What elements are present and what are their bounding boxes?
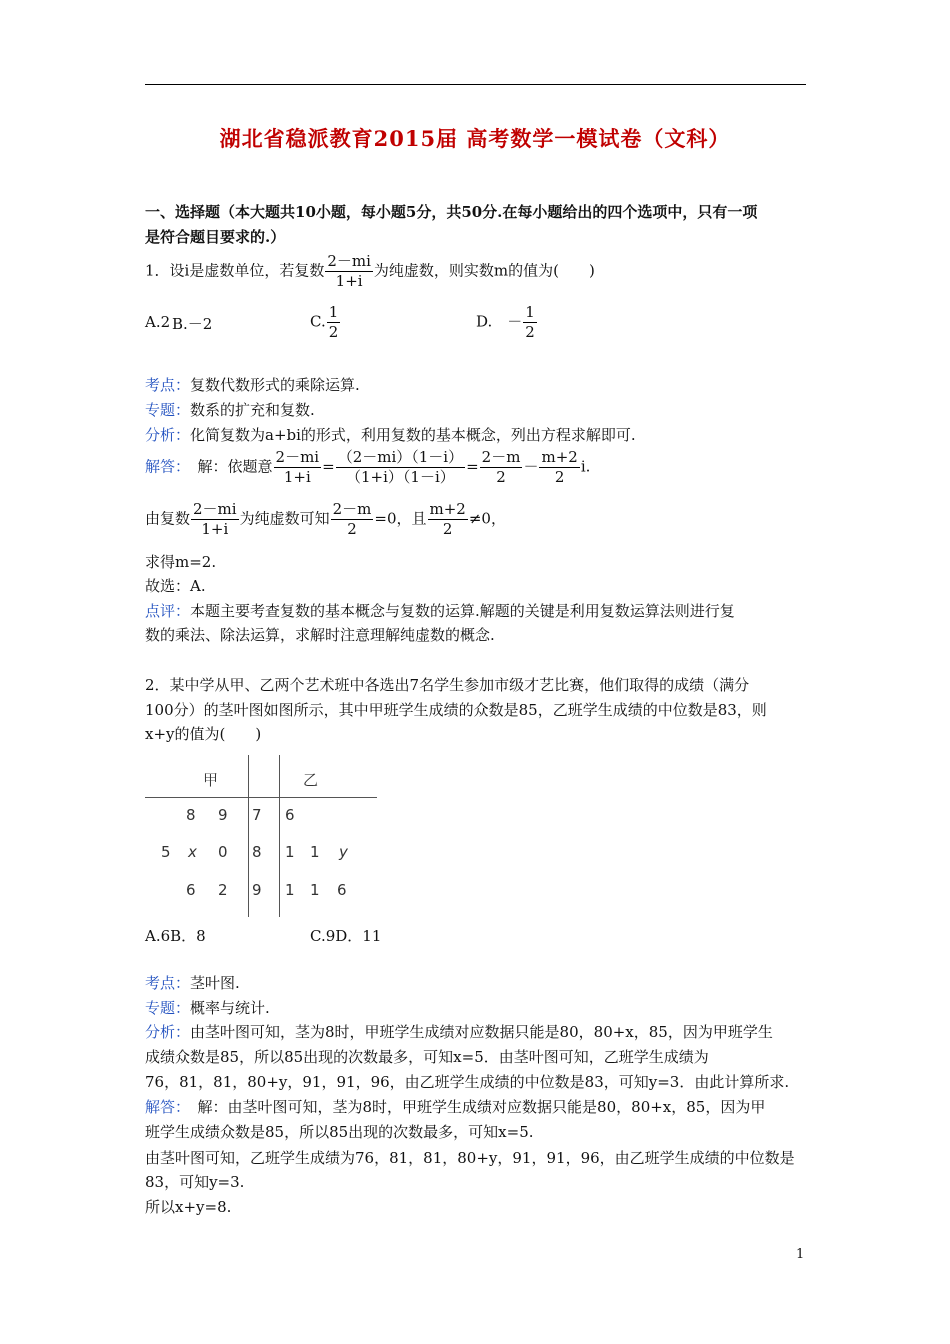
leaf-right: 1: [285, 881, 295, 899]
q1-stem-post: 为纯虚数，则实数m的值为( ): [373, 261, 595, 280]
frac-den: 2: [328, 323, 339, 341]
fraction: [274, 448, 322, 487]
leaf-left: 6: [186, 881, 196, 899]
label: 点评：: [145, 602, 191, 620]
q2-jieda: [145, 1096, 765, 1118]
q1-stem: [145, 252, 595, 291]
q1-kaodian: [145, 374, 360, 396]
q1-stem-fraction: [325, 252, 373, 291]
frac-num: m+2: [541, 448, 578, 466]
value: 茎叶图.: [190, 974, 240, 992]
stem-value: 8: [252, 843, 262, 861]
q2-kaodian: [145, 972, 240, 994]
text: i.: [580, 457, 591, 476]
frac-num: 2－mi: [193, 500, 237, 518]
value: 复数代数形式的乘除运算.: [190, 376, 360, 394]
label: 专题：: [145, 999, 191, 1017]
leaf-right: 1: [285, 843, 295, 861]
q2-options-cd: C.9D．11: [310, 927, 382, 945]
q1-solution-line4: 故选：A.: [145, 577, 206, 595]
q2-jieda-line5: 所以x+y=8.: [145, 1198, 232, 1216]
frac-num: 2－m: [332, 500, 372, 518]
fraction: [539, 448, 579, 487]
label: 考点：: [145, 376, 191, 394]
q1-fenxi: [145, 424, 636, 446]
stem-leaf-plot: [145, 755, 377, 917]
q1-option-b: B.－2: [172, 315, 213, 333]
q1-zhuanti: [145, 399, 315, 421]
frac-num: 1: [328, 303, 339, 321]
q2-jieda-line2: 班学生成绩众数是85，所以85出现的次数最多，可知x=5.: [145, 1123, 534, 1141]
fraction: [428, 500, 468, 539]
frac-den: （1+i）（1－i）: [346, 468, 455, 486]
section-heading-line1: 一、选择题（本大题共10小题，每小题5分，共50分.在每小题给出的四个选项中，只有一项: [145, 203, 758, 221]
label: 解答：: [145, 1098, 183, 1116]
minus: －: [523, 457, 539, 476]
q2-fenxi-line2: 成绩众数是85，所以85出现的次数最多，可知x=5．由茎叶图可知，乙班学生成绩为: [145, 1048, 709, 1066]
q2-jieda-line3: 由茎叶图可知，乙班学生成绩为76，81，81，80+y，91，91，96，由乙班学生成绩的中位数是: [145, 1149, 795, 1167]
text: 为纯虚数可知: [239, 509, 330, 528]
text: 由复数: [145, 509, 191, 528]
q2-stem-line2: 100分）的茎叶图如图所示，其中甲班学生成绩的众数是85，乙班学生成绩的中位数是83，则: [145, 701, 767, 719]
q1-option-a: A.2: [145, 313, 171, 331]
stemleaf-v-divider-left: [248, 755, 249, 917]
q2-fenxi: [145, 1021, 773, 1043]
stem-value: 9: [252, 881, 262, 899]
q2-zhuanti: [145, 997, 270, 1019]
stem-value: 7: [252, 806, 262, 824]
frac-num: （2－mi）（1－i）: [337, 448, 464, 466]
leaf-left: 9: [218, 806, 228, 824]
q2-jieda-line4: 83，可知y=3.: [145, 1173, 245, 1191]
frac-den: 2: [496, 468, 506, 486]
frac-num: m+2: [429, 500, 466, 518]
q2-stem-line3: x+y的值为( ): [145, 725, 262, 743]
fraction: [331, 500, 374, 539]
value: 概率与统计.: [190, 999, 270, 1017]
frac-num: 2－mi: [327, 252, 371, 270]
text: ≠0，: [468, 509, 506, 528]
label: 分析：: [145, 426, 191, 444]
q1-solution-line2: [145, 500, 506, 539]
label: 考点：: [145, 974, 191, 992]
equals: =: [466, 457, 479, 476]
value: 本题主要考查复数的基本概念与复数的运算.解题的关键是利用复数运算法则进行复: [190, 602, 735, 620]
stemleaf-v-divider-right: [279, 755, 280, 917]
frac-den: 2: [442, 520, 453, 538]
value: 由茎叶图可知，茎为8时，甲班学生成绩对应数据只能是80，80+x，85，因为甲班学生: [190, 1023, 773, 1041]
leaf-left: 8: [186, 806, 196, 824]
frac-num: 2－m: [481, 448, 521, 466]
option-label: C.: [310, 312, 326, 331]
text: =0，且: [374, 509, 427, 528]
frac-den: 1+i: [283, 468, 311, 486]
leaf-left: 2: [218, 881, 228, 899]
q1-dianping-line2: 数的乘法、除法运算，求解时注意理解纯虚数的概念.: [145, 626, 495, 644]
frac-num: 2－mi: [275, 448, 320, 466]
leaf-left: x: [188, 843, 197, 861]
q1-solution-line3: 求得m=2.: [145, 553, 217, 571]
frac-den: 2: [525, 323, 535, 341]
q1-jieda: [145, 448, 590, 487]
leaf-right: 1: [310, 843, 320, 861]
header-rule: [145, 84, 806, 85]
q1-dianping: [145, 600, 735, 622]
fraction: [480, 448, 523, 487]
frac-den: 1+i: [335, 272, 363, 290]
stemleaf-h-divider: [145, 797, 377, 798]
q2-fenxi-line3: 76，81，81，80+y，91，91，96，由乙班学生成绩的中位数是83，可知y=3．由此计算所求.: [145, 1073, 790, 1091]
option-fraction: [327, 303, 341, 342]
q1-option-c: [310, 303, 341, 342]
q2-options-ab: A.6B．8: [145, 927, 206, 945]
value: 数系的扩充和复数.: [190, 401, 315, 419]
option-label: D. －: [476, 312, 523, 331]
frac-den: 2: [554, 468, 565, 486]
text: 解：依题意: [182, 457, 273, 476]
frac-den: 1+i: [201, 520, 229, 538]
leaf-right: 6: [337, 881, 347, 899]
option-fraction: [523, 303, 537, 342]
equals: =: [322, 457, 335, 476]
frac-num: 1: [525, 303, 535, 321]
leaf-right: 6: [285, 806, 295, 824]
label: 专题：: [145, 401, 191, 419]
q1-option-d: [476, 303, 538, 342]
leaf-left: 0: [218, 843, 228, 861]
frac-den: 2: [347, 520, 357, 538]
value: 化简复数为a+bi的形式，利用复数的基本概念，列出方程求解即可.: [190, 426, 636, 444]
label: 解答：: [145, 457, 183, 476]
fraction: [336, 448, 465, 487]
leaf-right: y: [339, 843, 348, 861]
label: 分析：: [145, 1023, 191, 1041]
page-title: 湖北省稳派教育2015届 高考数学一模试卷（文科）: [219, 126, 731, 151]
leaf-left: 5: [161, 843, 171, 861]
section-heading-line2: 是符合题目要求的.）: [145, 228, 286, 246]
stemleaf-head-left: 甲: [203, 771, 219, 789]
q2-stem-line1: 2．某中学从甲、乙两个艺术班中各选出7名学生参加市级才艺比赛，他们取得的成绩（满分: [145, 676, 750, 694]
stemleaf-head-right: 乙: [303, 771, 319, 789]
leaf-right: 1: [310, 881, 320, 899]
page-number: 1: [796, 1247, 805, 1262]
value: 解：由茎叶图可知，茎为8时，甲班学生成绩对应数据只能是80，80+x，85，因为甲: [182, 1098, 766, 1116]
q1-stem-pre: 1．设i是虚数单位，若复数: [145, 261, 325, 280]
fraction: [191, 500, 239, 539]
